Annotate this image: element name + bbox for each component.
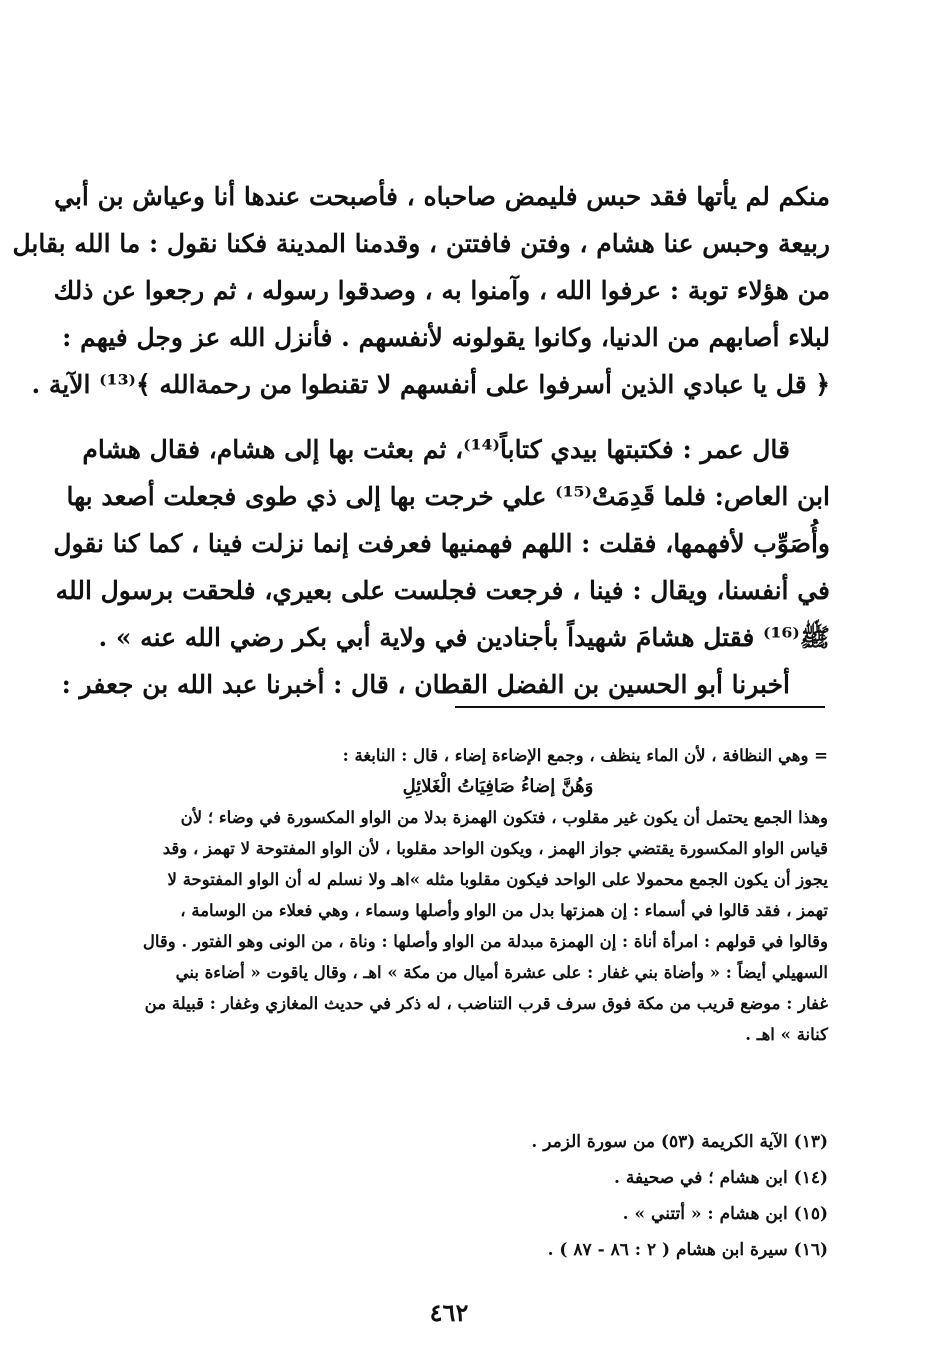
text-line: ربيعة وحبس عنا هشام ، وفتن فافتتن ، وقدمنا المدينة فكنا نقول : ما الله بقابل	[12, 229, 830, 258]
main-text-block	[12, 173, 830, 708]
footnote-separator	[455, 706, 825, 708]
poetry-verse: وَهُنَّ إضاءُ صَافِيَاتُ الْغَلائِلِ	[402, 776, 594, 797]
footnote-line: السهيلي أيضاً : « وأضاة بني غفار : على عشرة أميال من مكة » اهـ ، وقال ياقوت « أضاءة بني	[175, 963, 828, 982]
page-number: ٤٦٢	[429, 1298, 469, 1327]
footnote-15: (١٥) ابن هشام : « أتتني » .	[622, 1204, 828, 1224]
text-line: لبلاء أصابهم من الدنيا، وكانوا يقولونه لأنفسهم . فأنزل الله عز وجل فيهم :	[62, 323, 830, 352]
text-line: أخبرنا أبو الحسين بن الفضل القطان ، قال : أخبرنا عبد الله بن جعفر :	[61, 670, 790, 699]
paragraph-gap	[105, 408, 830, 426]
footnote-16: (١٦) سيرة ابن هشام ( ٢ : ٨٦ - ٨٧ ) .	[547, 1240, 828, 1260]
text-line: في أنفسنا، ويقال : فينا ، فرجعت فجلست على بعيري، فلحقت برسول الله	[55, 576, 830, 605]
footnote-line: غفار : موضع قريب من مكة فوق سرف قرب التناضب ، له ذكر في حديث المغازي وغفار : قبيلة من	[144, 994, 828, 1013]
footnotes-list	[108, 1124, 828, 1268]
text-line: ابن العاص: فلما قَدِمَتْ⁽¹⁵⁾ علي خرجت بها إلى ذي طوى فجعلت أصعد بها	[66, 482, 830, 511]
footnote-line: تهمز ، فقد قالوا في أسماء : إن همزتها بدل من الواو وأصلها وسماء ، وهي فعلاء من الوسامة ،	[180, 901, 828, 920]
text-line: منكم لم يأتها فقد حبس فليمض صاحباه ، فأصبحت عندها أنا وعياش بن أبي	[54, 182, 830, 211]
text-line: من هؤلاء توبة : عرفوا الله ، وآمنوا به ، وصدقوا رسوله ، ثم رجعوا عن ذلك	[53, 276, 830, 305]
footnote-line: يجوز أن يكون الجمع محمولا على الواحد فيكون مقلوبا مثله »اهـ ولا نسلم له أن الواو المفتوحة لا	[167, 870, 828, 889]
quran-verse-line: ﴿ قل يا عبادي الذين أسرفوا على أنفسهم لا تقنطوا من رحمةالله ﴾⁽¹³⁾ الآية .	[31, 370, 830, 399]
footnote-line: وقالوا في قولهم : امرأة أناة : إن الهمزة مبدلة من الواو وأصلها : وناة ، من الونى وهو الفتور . وقال	[142, 932, 828, 951]
footnote-line: كنانة » اهـ .	[745, 1025, 828, 1044]
text-line: وأُصَوِّب لأفهمها، فقلت : اللهم فهمنيها فعرفت إنما نزلت فينا ، كما كنا نقول	[53, 529, 830, 558]
footnote-line: = وهي النظافة ، لأن الماء ينظف ، وجمع الإضاءة إضاء ، قال : النابغة :	[342, 746, 828, 765]
footnote-line: وهذا الجمع يحتمل أن يكون غير مقلوب ، فتكون الهمزة بدلا من الواو المكسورة في وضاء ؛ لأن	[180, 808, 828, 827]
footnote-14: (١٤) ابن هشام ؛ في صحيفة .	[614, 1168, 828, 1188]
text-line: قال عمر : فكتبتها بيدي كتاباً⁽¹⁴⁾، ثم بعثت بها إلى هشام، فقال هشام	[82, 435, 790, 464]
text-line: ﷺ⁽¹⁶⁾ فقتل هشامَ شهيداً بأجنادين في ولاية أبي بكر رضي الله عنه » .	[98, 623, 830, 652]
footnote-line: قياس الواو المكسورة يقتضي جواز الهمز ، ويكون الواحد مقلوبا ، لأن الواو المفتوحة لا تهمز ، وقد	[162, 839, 828, 858]
footnote-continuation	[108, 740, 828, 1050]
footnote-13: (١٣) الآية الكريمة (٥٣) من سورة الزمر .	[531, 1132, 828, 1152]
